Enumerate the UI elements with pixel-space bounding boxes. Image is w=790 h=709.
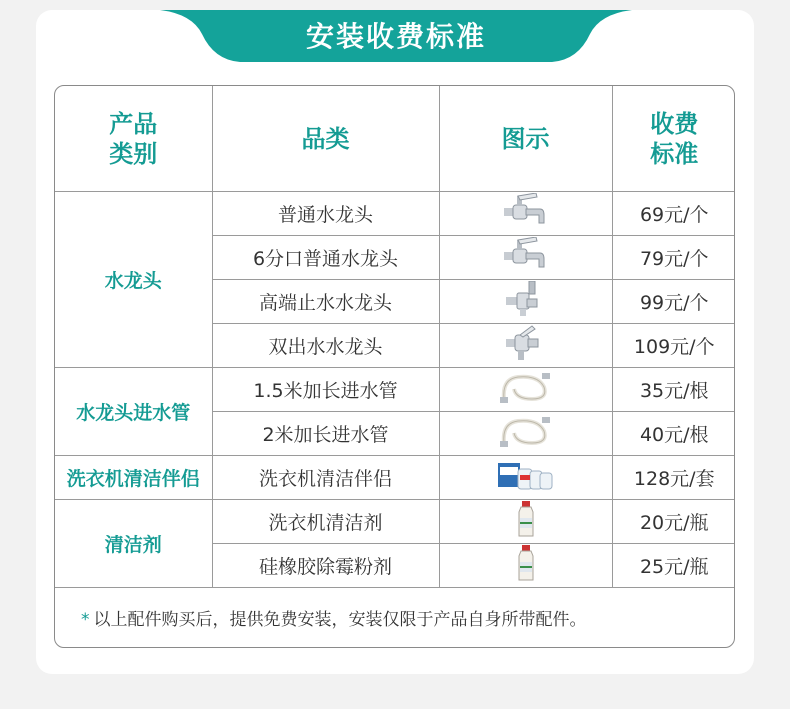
item-name: 洗衣机清洁伴侣 <box>212 456 439 500</box>
item-name: 1.5米加长进水管 <box>212 368 439 412</box>
price-cell: 35元/根 <box>612 368 735 412</box>
header-category: 产品 类别 <box>55 86 212 192</box>
faucet-icon <box>502 237 550 278</box>
stop-valve-faucet-icon <box>502 281 550 322</box>
header-item: 品类 <box>212 86 439 192</box>
category-cell: 清洁剂 <box>55 500 212 588</box>
item-name: 普通水龙头 <box>212 192 439 236</box>
note-star: * <box>81 610 90 630</box>
table-row <box>55 368 735 412</box>
item-name: 双出水水龙头 <box>212 324 439 368</box>
illustration-cell <box>439 456 612 500</box>
table-row <box>55 192 735 236</box>
note-row <box>55 588 735 648</box>
hose-icon <box>498 413 554 454</box>
illustration-cell <box>439 324 612 368</box>
price-cell: 40元/根 <box>612 412 735 456</box>
illustration-cell <box>439 412 612 456</box>
fee-table <box>54 85 735 648</box>
illustration-cell <box>439 280 612 324</box>
bottle-icon <box>511 500 541 543</box>
price-cell: 99元/个 <box>612 280 735 324</box>
price-cell: 69元/个 <box>612 192 735 236</box>
illustration-cell <box>439 192 612 236</box>
table-header-row <box>55 86 735 192</box>
item-name: 硅橡胶除霉粉剂 <box>212 544 439 588</box>
price-cell: 79元/个 <box>612 236 735 280</box>
item-name: 2米加长进水管 <box>212 412 439 456</box>
cleaning-kit-icon <box>496 457 556 498</box>
illustration-cell <box>439 500 612 544</box>
note-cell <box>55 588 735 648</box>
dual-outlet-faucet-icon <box>502 325 550 366</box>
category-cell: 洗衣机清洁伴侣 <box>55 456 212 500</box>
title-banner <box>160 10 632 62</box>
faucet-icon <box>502 193 550 234</box>
header-price: 收费 标准 <box>612 86 735 192</box>
header-illustration: 图示 <box>439 86 612 192</box>
category-cell: 水龙头 <box>55 192 212 368</box>
illustration-cell <box>439 236 612 280</box>
item-name: 洗衣机清洁剂 <box>212 500 439 544</box>
price-cell: 20元/瓶 <box>612 500 735 544</box>
illustration-cell <box>439 544 612 588</box>
page-title: 安装收费标准 <box>305 20 486 53</box>
note-text: 以上配件购买后，提供免费安装，安装仅限于产品自身所带配件。 <box>93 610 587 630</box>
price-cell: 128元/套 <box>612 456 735 500</box>
item-name: 6分口普通水龙头 <box>212 236 439 280</box>
illustration-cell <box>439 368 612 412</box>
bottle-icon <box>511 544 541 587</box>
table-row <box>55 500 735 544</box>
table-row <box>55 456 735 500</box>
price-cell: 109元/个 <box>612 324 735 368</box>
item-name: 高端止水水龙头 <box>212 280 439 324</box>
hose-icon <box>498 369 554 410</box>
price-cell: 25元/瓶 <box>612 544 735 588</box>
category-cell: 水龙头进水管 <box>55 368 212 456</box>
